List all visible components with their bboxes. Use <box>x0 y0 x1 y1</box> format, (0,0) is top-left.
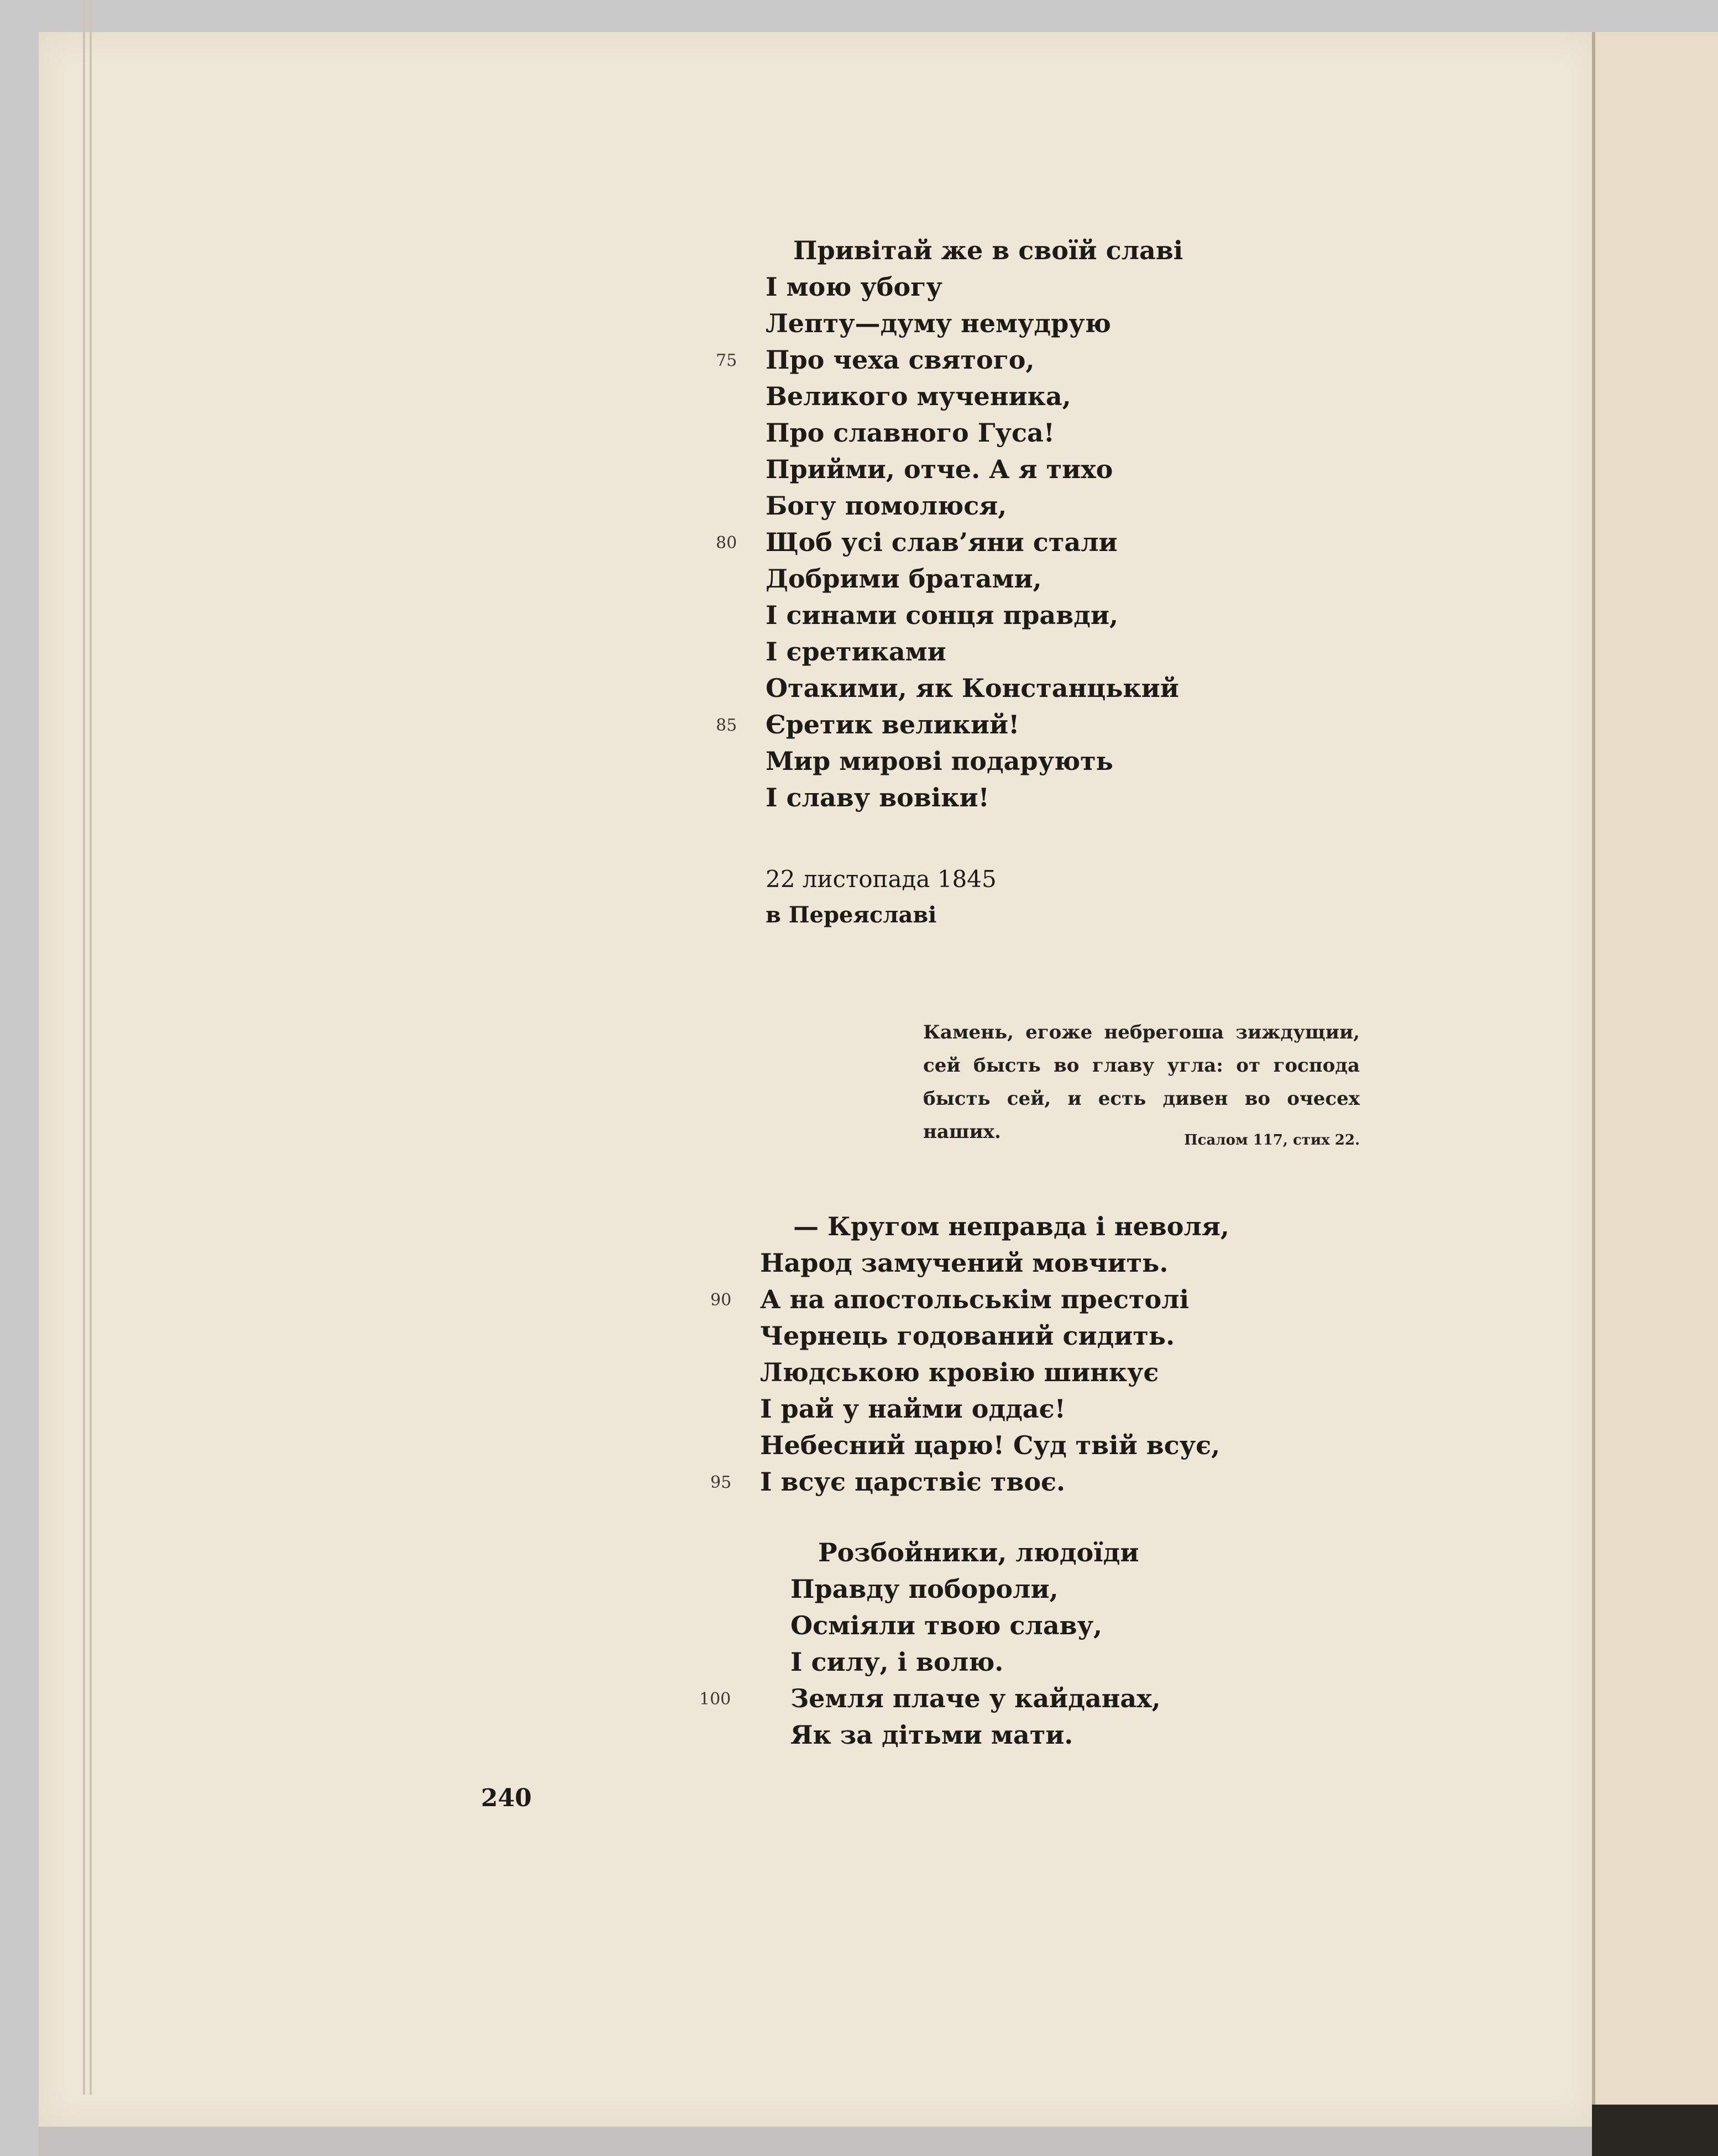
verse-line: Земля плаче у кайданах, <box>790 1683 1161 1713</box>
verse-line: А на апостольськім престолі <box>760 1284 1190 1314</box>
line-number: 100 <box>699 1690 731 1709</box>
verse-line: Людською кровію шинкує <box>760 1357 1159 1387</box>
line-number: 80 <box>716 533 737 553</box>
verse-line: І славу вовіки! <box>766 783 989 812</box>
verse-line: І всує царствіє твоє. <box>760 1467 1066 1497</box>
verse-line: Добрими братами, <box>766 564 1042 594</box>
verse-line: Як за дітьми мати. <box>790 1720 1073 1750</box>
line-number: 95 <box>710 1473 732 1492</box>
scan-bottom-margin <box>39 2127 1592 2156</box>
verse-line: Розбойники, людоїди <box>818 1538 1139 1567</box>
page-number: 240 <box>481 1784 532 1812</box>
verse-line: І силу, і волю. <box>790 1647 1004 1677</box>
epigraph-source: Псалом 117, стих 22. <box>1184 1132 1360 1148</box>
date-line: 22 листопада 1845 <box>766 865 997 893</box>
verse-line: Небесний царю! Суд твій всує, <box>760 1430 1221 1460</box>
verse-line: І мою убогу <box>766 272 942 302</box>
verse-line: Прийми, отче. А я тихо <box>766 454 1113 484</box>
verse-line: Великого мученика, <box>766 381 1071 411</box>
scan-corner <box>1592 2105 1718 2156</box>
verse-line: І єретиками <box>766 637 946 667</box>
line-number: 75 <box>716 351 737 370</box>
page-edge <box>90 0 92 2095</box>
verse-line: Народ замучений мовчить. <box>760 1248 1169 1278</box>
verse-line: Отакими, як Констанцький <box>766 673 1179 703</box>
line-number: 90 <box>710 1291 732 1310</box>
verse-line: Чернець годований сидить. <box>760 1321 1175 1351</box>
place-line: в Переяславі <box>766 902 937 928</box>
facing-page-edge <box>1592 32 1718 2127</box>
verse-line: Про чеха святого, <box>766 345 1035 375</box>
page-edge <box>83 0 85 2095</box>
verse-line: Мир мирові подарують <box>766 746 1113 776</box>
verse-line: І рай у найми оддає! <box>760 1394 1066 1424</box>
line-number: 85 <box>716 716 737 735</box>
verse-line: І синами сонця правди, <box>766 600 1118 630</box>
verse-line: — Кругом неправда і неволя, <box>793 1211 1229 1241</box>
verse-line: Лепту—думу немудрую <box>766 308 1111 338</box>
verse-line: Єретик великий! <box>766 710 1020 739</box>
verse-line: Щоб усі слав’яни стали <box>766 527 1118 557</box>
verse-line: Правду побороли, <box>790 1574 1059 1604</box>
epigraph: Камень, егоже небрегоша зиждущии, сей бысть во главу угла: от господа бысть сей, и есть дивен во очесех наших. <box>923 1021 1360 1143</box>
verse-line: Богу помолюся, <box>766 491 1007 521</box>
verse-line: Про славного Гуса! <box>766 418 1055 448</box>
verse-line: Осміяли твою славу, <box>790 1611 1103 1640</box>
verse-line: Привітай же в своїй славі <box>793 235 1183 265</box>
